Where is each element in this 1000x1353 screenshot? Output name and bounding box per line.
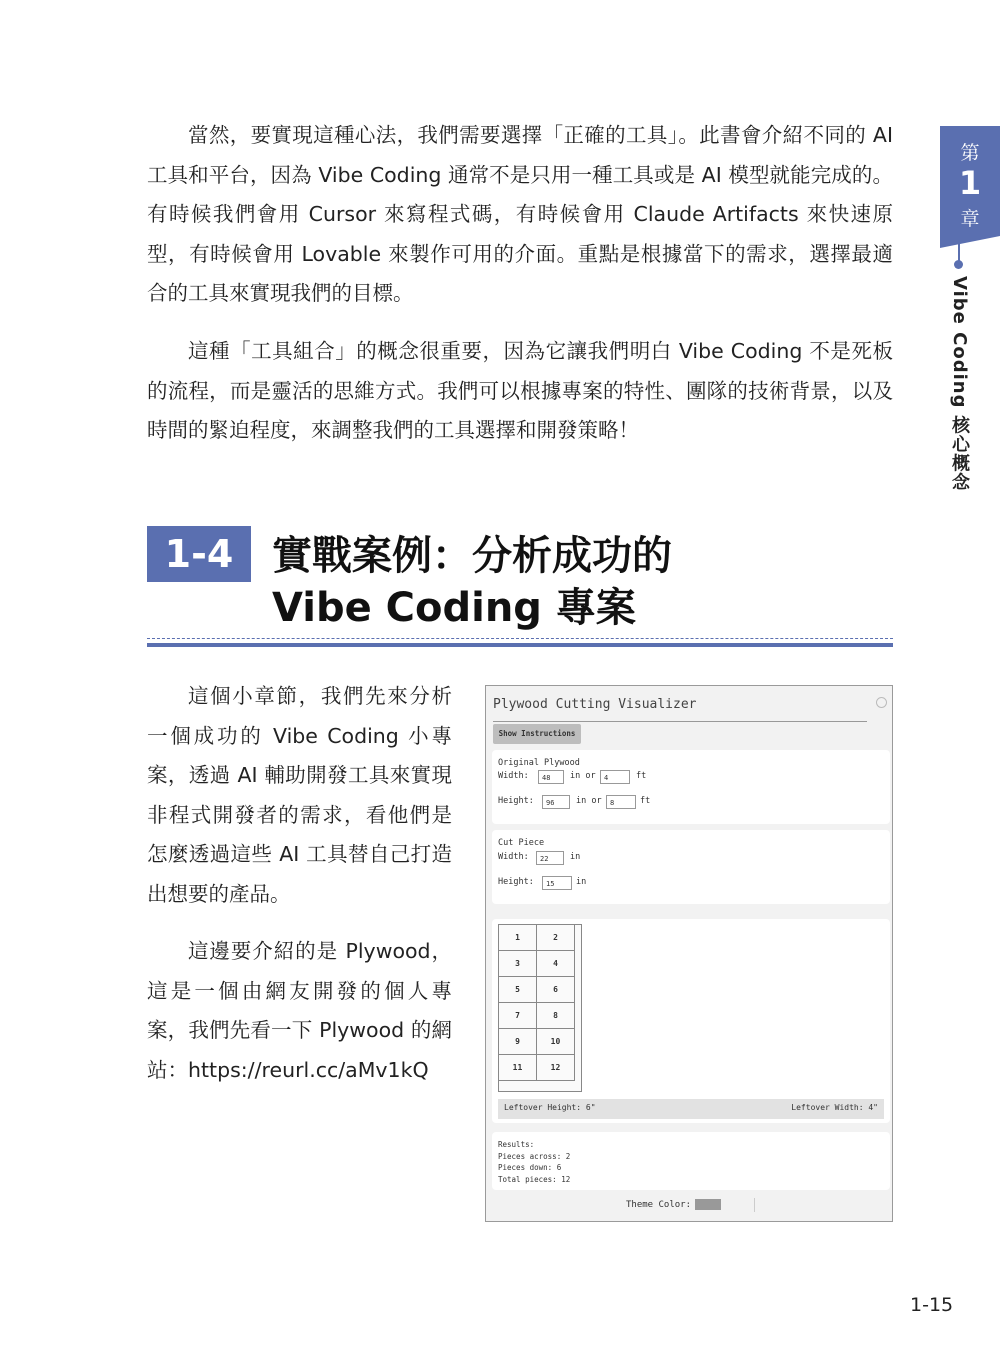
chapter-number: 1 [958,164,982,202]
leftover-bar [498,1099,884,1119]
grid-cell: 9 [499,1029,537,1055]
show-instructions-button[interactable]: Show Instructions [493,724,581,744]
results-text: Results: Pieces across: 2 Pieces down: 6 Total pieces: 12 [498,1140,571,1184]
grid-cell: 12 [537,1055,575,1081]
page-number: 1-15 [910,1294,954,1316]
original-width-label: Width: [498,771,529,781]
grid-cell: 11 [499,1055,537,1081]
section-divider-dashed [147,638,893,639]
cut-width-unit: in [570,852,581,862]
section-title [272,530,672,634]
footer-separator [754,1198,755,1212]
body-paragraph-2: 這種「工具組合」的概念很重要，因為它讓我們明白 Vibe Coding 不是死板的流程，而是靈活的思維方式。我們可以根據專案的特性、團隊的技術背景，以及時間的緊迫程度，來調整我們的工具選擇和開發策略！ [147,339,893,442]
grid-cell: 6 [537,977,575,1003]
section-title-line-1: 實戰案例：分析成功的 [272,533,672,579]
section-divider-solid [147,643,893,647]
side-paragraph-1: 這個小章節，我們先來分析一個成功的 Vibe Coding 小專案，透過 AI 輔助開發工具來實現非程式開發者的需求，看他們是怎麼透過這些 AI 工具替自己打造出想要的產品。 [147,684,452,906]
grid-row [499,1055,575,1081]
cut-width-label: Width: [498,852,529,862]
grid-cell: 2 [537,925,575,951]
chapter-tab-label-bottom: 章 [960,208,980,230]
grid-cell: 10 [537,1029,575,1055]
chapter-tab [940,126,1000,236]
chapter-vertical-title: Vibe Coding 核心概念 [949,276,970,492]
grid-cell: 4 [537,951,575,977]
theme-color-swatch[interactable] [695,1199,721,1210]
original-plywood-card [492,750,890,824]
original-height-in-input[interactable]: 96 [542,795,570,809]
app-screenshot [485,685,893,1222]
chapter-tab-dot [954,260,963,269]
grid-row [499,1003,575,1029]
original-height-label: Height: [498,796,534,806]
chapter-tab-line [958,236,960,262]
chapter-tab-label-top: 第 [960,142,980,164]
section-number: 1-4 [147,526,251,582]
leftover-width: Leftover Width: 4" [791,1103,878,1112]
grid-cell: 5 [499,977,537,1003]
grid-cell: 7 [499,1003,537,1029]
original-width-ft-unit: ft [636,771,647,781]
leftover-height: Leftover Height: 6" [504,1103,596,1112]
original-height-ft-unit: ft [640,796,651,806]
original-heading: Original Plywood [498,758,580,768]
app-title: Plywood Cutting Visualizer [493,697,697,712]
original-width-in-input[interactable]: 48 [538,770,564,784]
grid-cell: 1 [499,925,537,951]
cut-piece-card [492,830,890,904]
grid-cell: 3 [499,951,537,977]
grid-cell: 8 [537,1003,575,1029]
cut-height-label: Height: [498,877,534,887]
cut-heading: Cut Piece [498,838,545,848]
theme-toggle-icon[interactable] [876,697,887,708]
cut-width-input[interactable]: 22 [536,851,564,865]
original-width-in-or: in or [570,771,596,781]
side-paragraph-2: 這邊要介紹的是 Plywood，這是一個由網友開發的個人專案，我們先看一下 Plywood 的網站：https://reurl.cc/aMv1kQ [147,939,452,1082]
grid-row [499,1029,575,1055]
title-rule [493,721,867,722]
theme-color-label: Theme Color: [626,1200,692,1210]
cut-grid [498,924,575,1081]
original-width-ft-input[interactable]: 4 [600,770,630,784]
cut-height-unit: in [576,877,587,887]
grid-row [499,951,575,977]
section-title-line-2: Vibe Coding 專案 [272,585,636,631]
cut-height-input[interactable]: 15 [542,876,572,890]
original-height-ft-input[interactable]: 8 [606,795,636,809]
grid-row [499,925,575,951]
chapter-tab-point [940,236,1000,248]
grid-row [499,977,575,1003]
original-height-in-or: in or [576,796,602,806]
body-paragraph-1: 當然，要實現這種心法，我們需要選擇「正確的工具」。此書會介紹不同的 AI 工具和平台，因為 Vibe Coding 通常不是只用一種工具或是 AI 模型就能完成的。有時候我們會用 Cursor 來寫程式碼，有時候會用 Claude Artifacts 來快速原型，有時候會用 Lovable 來製作可用的介面。重點是根據當下的需求，選擇最適合的工具來實現我們的目標。 [147,123,893,305]
